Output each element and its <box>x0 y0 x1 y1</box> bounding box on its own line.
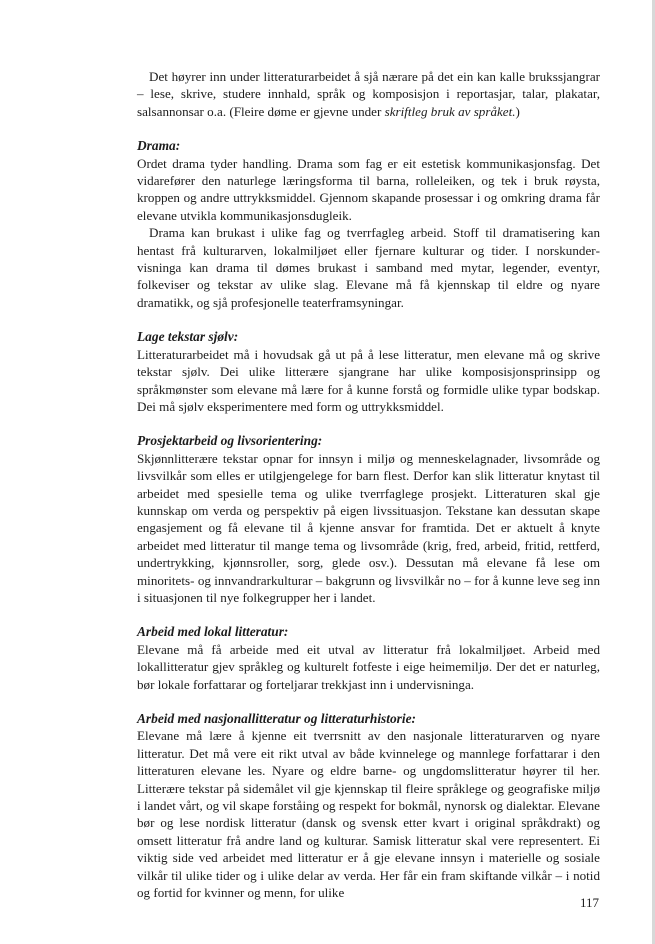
paragraph: Drama kan brukast i ulike fag og tverrfagleg arbeid. Stoff til dramatisering kan hentast frå kulturarven, lokalmiljøet eller fjernare kulturar og tider. I norskundervisninga kan drama til dømes brukast i samband med mytar, legender, eventyr, folkeviser og tekstar av ulike slag. Elevane må få kjennskap til eldre og nyare dramatikk, og sjå profesjonelle teaterframsyningar. <box>137 225 600 310</box>
intro-text: Det høyrer inn under litteraturarbeidet å sjå nærare på det ein kan kalle brukssjangrar – lese, skrive, studere innhald, språk og komposisjon i reportasjar, talar, plakatar, salsannonsar o.a. (Fleire døme er gjevne under <box>137 69 600 119</box>
text-column <box>137 68 600 901</box>
paragraph: Skjønnlitterære tekstar opnar for innsyn i miljø og menneskelagnader, livsområde og livsvilkår som elles er utilgjengelege for barn flest. Derfor kan slik litteratur knytast til arbeidet med spesielle tema og ulike tverrfaglege prosjekt. Litteraturen skal gje kunnskap om verda og perspektiv på eigen livssituasjon. Tekstane kan dessutan skape engasjement og få elevane til å kjenne ansvar for framtida. Det er aktuelt å knyte arbeidet med litteratur til mange tema og livsområde (krig, fred, arbeid, fritid, rettferd, undertrykking, kjønnsroller, sorg, glede osv.). Dessutan må elevane få lese om minoritets- og innvandrarkulturar – bakgrunn og livsvilkår no – for å kunne leve seg inn i situasjonen til nye folkegrupper her i landet. <box>137 450 600 605</box>
intro-paragraph <box>137 68 600 120</box>
intro-reference: skriftleg bruk av språket. <box>384 103 516 119</box>
section-heading: Prosjektarbeid og livsorientering: <box>137 433 323 449</box>
page-number: 117 <box>580 895 600 910</box>
intro-end: ) <box>515 103 520 119</box>
paragraph: Ordet drama tyder handling. Drama som fag er eit estetisk kommunikasjonsfag. Det vidarefører den naturlege læringsforma til barna, rolleleiken, og tek i bruk røysta, kroppen og andre uttrykksmiddel. Gjennom skapande prosessar i og omkring drama får elevane utvikla kommunikasjonsdugleik. <box>137 155 600 223</box>
paragraph: Elevane må få arbeide med eit utval av litteratur frå lokalmiljøet. Arbeid med lokallitteratur gjev språkleg og kulturelt fotfeste i eige heimemiljø. Der det er naturleg, bør lokale forfattarar og forteljarar trekkjast inn i undervisninga. <box>137 641 600 692</box>
section-lokal-litteratur <box>137 623 600 693</box>
section-prosjektarbeid <box>137 432 600 606</box>
section-heading: Lage tekstar sjølv: <box>137 329 239 345</box>
section-heading: Arbeid med nasjonallitteratur og litteraturhistorie: <box>137 711 417 726</box>
section-lage-tekstar <box>137 328 600 415</box>
section-nasjonal-litteratur <box>137 710 600 901</box>
section-heading: Arbeid med lokal litteratur: <box>137 624 289 640</box>
section-heading: Drama: <box>137 138 181 154</box>
paragraph: Elevane må lære å kjenne eit tverrsnitt av den nasjonale litteraturarven og nyare litteratur. Det må vere eit rikt utval av både kvinnelege og mannlege forfattarar i den litteraturen elevane les. Nyare og eldre barne- og ungdomslitteratur høyrer til her. Litterære tekstar på sidemålet vil gje kjennskap til fleire språklege og geografiske miljø i landet vårt, og vil skape forståing og respekt for bokmål, nynorsk og dialektar. Elevane bør og lese nordisk litteratur (dansk og svensk etter kvart i original språkdrakt) og omsett litteratur frå andre land og kulturar. Samisk litteratur skal vere representert. Ei viktig side ved arbeidet med litteratur er å gje elevane innsyn i materielle og sosiale vilkår til ulike tider og i ulike delar av verda. Her får ein fram skiftande vilkår – i notid og fortid for kvinner og menn, for ulike <box>137 728 600 901</box>
paragraph: Litteraturarbeidet må i hovudsak gå ut på å lese litteratur, men elevane må og skrive tekstar sjølv. Dei ulike litterære sjangrane har ulike komposisjonsprinsipp og språkmønster som elevane må lære for å kunne forstå og formidle ulike typar bodskap. Dei må sjølv eksperimentere med form og uttrykksmiddel. <box>137 346 600 414</box>
section-drama <box>137 137 600 311</box>
